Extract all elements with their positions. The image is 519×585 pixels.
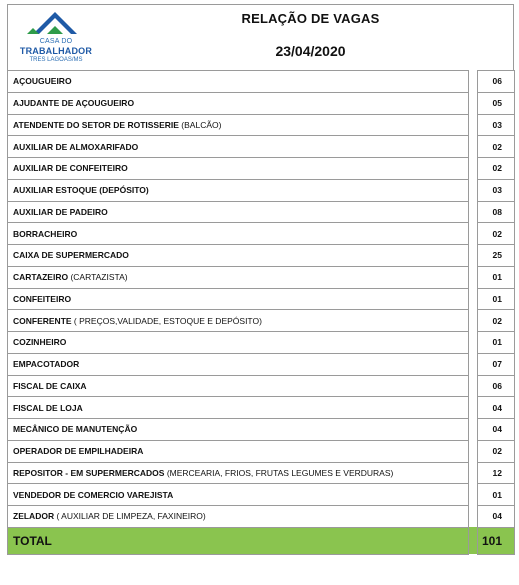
- job-note: (BALCÃO): [178, 119, 222, 130]
- table-row: [8, 245, 515, 267]
- table-row: [8, 419, 515, 441]
- page-date: 23/04/2020: [275, 43, 346, 59]
- job-note: (CARTAZISTA): [68, 272, 128, 283]
- job-title: ATENDENTE DO SETOR DE ROTISSERIE: [13, 119, 179, 130]
- spacer-cell: [469, 114, 478, 136]
- spacer-cell: [469, 419, 478, 441]
- vacancy-count: 08: [478, 201, 515, 223]
- spacer-cell: [469, 332, 478, 354]
- job-title: MECÂNICO DE MANUTENÇÃO: [13, 424, 138, 435]
- job-title-cell: [8, 353, 469, 375]
- spacer-cell: [469, 136, 478, 158]
- job-note: ( AUXILIAR DE LIMPEZA, FAXINEIRO): [54, 511, 206, 522]
- job-note: ( PREÇOS,VALIDADE, ESTOQUE E DEPÓSITO): [71, 315, 262, 326]
- job-title-cell: [8, 310, 469, 332]
- spacer-cell: [469, 527, 478, 554]
- vacancy-count: 06: [478, 375, 515, 397]
- vacancy-count: 04: [478, 397, 515, 419]
- table-row: [8, 223, 515, 245]
- table-row: [8, 353, 515, 375]
- table-row: [8, 158, 515, 180]
- table-row: [8, 201, 515, 223]
- table-row: [8, 310, 515, 332]
- job-title: FISCAL DE CAIXA: [13, 380, 87, 391]
- spacer-cell: [469, 245, 478, 267]
- total-label: TOTAL: [8, 527, 469, 554]
- job-title-cell: [8, 506, 469, 528]
- job-title-cell: [8, 201, 469, 223]
- job-title-cell: [8, 332, 469, 354]
- page-title: RELAÇÃO DE VAGAS: [241, 11, 380, 26]
- spacer-cell: [469, 266, 478, 288]
- job-title: AUXILIAR DE PADEIRO: [13, 206, 108, 217]
- vacancy-count: 04: [478, 419, 515, 441]
- vacancy-count: 02: [478, 136, 515, 158]
- total-count: 101: [478, 527, 515, 554]
- table-row: [8, 179, 515, 201]
- spacer-cell: [469, 310, 478, 332]
- vacancy-count: 02: [478, 440, 515, 462]
- spacer-cell: [469, 506, 478, 528]
- job-title-cell: [8, 440, 469, 462]
- job-title: AJUDANTE DE AÇOUGUEIRO: [13, 98, 135, 109]
- logo-line-1: CASA DO: [39, 38, 73, 45]
- vacancy-count: 02: [478, 310, 515, 332]
- table-row: [8, 266, 515, 288]
- vacancy-count: 01: [478, 266, 515, 288]
- spacer-cell: [469, 440, 478, 462]
- vacancy-count: 02: [478, 158, 515, 180]
- table-row: [8, 92, 515, 114]
- vacancy-count: 25: [478, 245, 515, 267]
- job-title: CONFERENTE: [13, 315, 72, 326]
- table-row: [8, 484, 515, 506]
- job-title: AUXILIAR ESTOQUE (DEPÓSITO): [13, 185, 149, 196]
- total-row: [8, 527, 515, 554]
- job-title-cell: [8, 397, 469, 419]
- vacancy-count: 02: [478, 223, 515, 245]
- table-row: [8, 440, 515, 462]
- spacer-cell: [469, 158, 478, 180]
- spacer-cell: [469, 353, 478, 375]
- job-title-cell: [8, 158, 469, 180]
- vacancy-count: 01: [478, 484, 515, 506]
- spacer-cell: [469, 462, 478, 484]
- sheet-header: [7, 4, 514, 70]
- job-title-cell: [8, 136, 469, 158]
- job-title-cell: [8, 114, 469, 136]
- job-title-cell: [8, 484, 469, 506]
- job-title: AÇOUGUEIRO: [13, 76, 72, 87]
- spacer-cell: [469, 92, 478, 114]
- table-row: [8, 462, 515, 484]
- vacancy-count: 07: [478, 353, 515, 375]
- spacer-cell: [469, 223, 478, 245]
- table-row: [8, 397, 515, 419]
- job-title-cell: [8, 92, 469, 114]
- vacancy-count: 05: [478, 92, 515, 114]
- job-title: AUXILIAR DE CONFEITEIRO: [13, 163, 128, 174]
- spacer-cell: [469, 375, 478, 397]
- casa-do-trabalhador-logo: [11, 8, 101, 68]
- job-title: CONFEITEIRO: [13, 293, 72, 304]
- job-title-cell: [8, 375, 469, 397]
- job-title: BORRACHEIRO: [13, 228, 78, 239]
- job-title: ZELADOR: [13, 511, 55, 522]
- vacancy-count: 01: [478, 288, 515, 310]
- job-title-cell: [8, 71, 469, 93]
- job-title-cell: [8, 245, 469, 267]
- spacer-cell: [469, 201, 478, 223]
- table-row: [8, 506, 515, 528]
- house-roof-icon: [25, 8, 87, 38]
- vacancy-count: 06: [478, 71, 515, 93]
- table-row: [8, 288, 515, 310]
- job-title: COZINHEIRO: [13, 337, 67, 348]
- job-title: REPOSITOR - EM SUPERMERCADOS: [13, 467, 165, 478]
- table-row: [8, 332, 515, 354]
- logo-line-2: TRABALHADOR: [19, 46, 93, 56]
- vacancy-count: 03: [478, 179, 515, 201]
- table-row: [8, 71, 515, 93]
- vacancy-table: [7, 70, 515, 555]
- job-title: VENDEDOR DE COMERCIO VAREJISTA: [13, 489, 174, 500]
- spacer-cell: [469, 484, 478, 506]
- job-title: AUXILIAR DE ALMOXARIFADO: [13, 141, 139, 152]
- job-title-cell: [8, 419, 469, 441]
- vacancy-count: 01: [478, 332, 515, 354]
- job-title: OPERADOR DE EMPILHADEIRA: [13, 446, 144, 457]
- spacer-cell: [469, 179, 478, 201]
- vacancy-count: 03: [478, 114, 515, 136]
- spacer-cell: [469, 71, 478, 93]
- job-title-cell: [8, 266, 469, 288]
- job-title-cell: [8, 179, 469, 201]
- job-title: EMPACOTADOR: [13, 359, 80, 370]
- logo-line-3: TRES LAGOAS/MS: [29, 57, 83, 63]
- job-note: (MERCEARIA, FRIOS, FRUTAS LEGUMES E VERDURAS): [164, 467, 394, 478]
- table-row: [8, 136, 515, 158]
- job-title-cell: [8, 223, 469, 245]
- vacancy-count: 12: [478, 462, 515, 484]
- job-title-cell: [8, 462, 469, 484]
- job-title: CARTAZEIRO: [13, 272, 69, 283]
- spacer-cell: [469, 288, 478, 310]
- job-title: CAIXA DE SUPERMERCADO: [13, 250, 129, 261]
- job-title: FISCAL DE LOJA: [13, 402, 83, 413]
- table-row: [8, 114, 515, 136]
- vacancy-count: 04: [478, 506, 515, 528]
- job-title-cell: [8, 288, 469, 310]
- table-row: [8, 375, 515, 397]
- vacancy-sheet: [7, 4, 514, 582]
- spacer-cell: [469, 397, 478, 419]
